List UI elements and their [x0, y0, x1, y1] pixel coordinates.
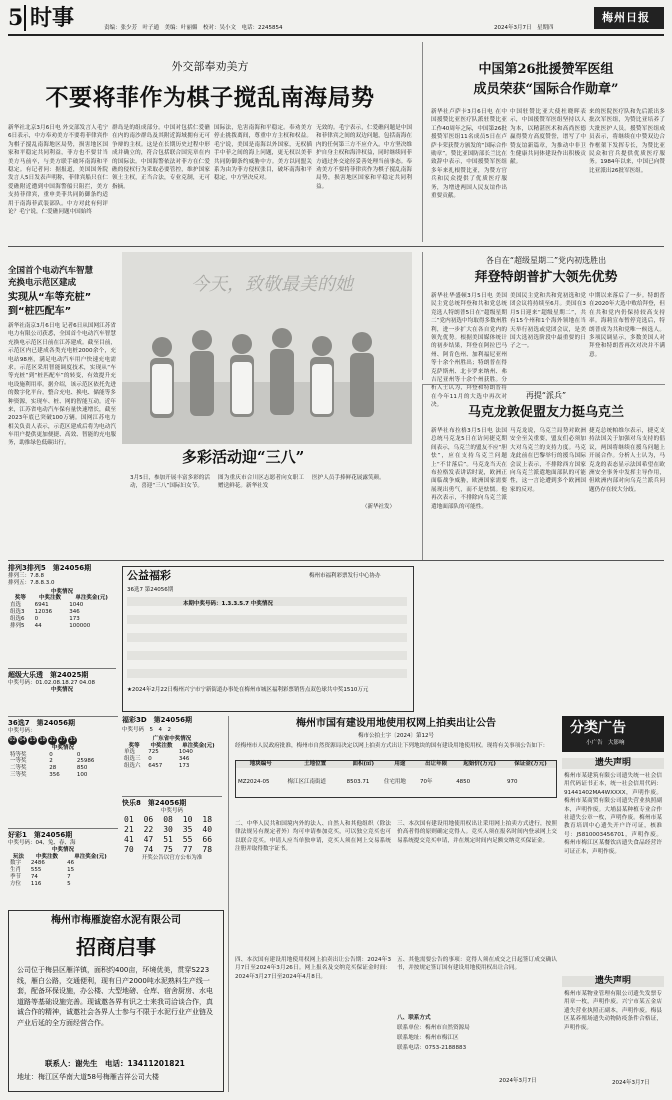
article-south-china-sea	[8, 42, 412, 240]
table-cell: 1040	[69, 602, 84, 609]
article-headline-line2: 充换电示范区建成	[8, 278, 77, 288]
article-body-col1: 新华社卢萨卡3月6日电 在中国援赞比亚医疗队派驻赞比亚工作40周年之际，中国第26批援赞军医组11名成员5日在卢萨卡荣获赞方颁发的“国际合作勋章”。赞比亚国防部长兰比在致辞中表示，中国援赞军医组多年来扎根赞比亚，为赞方官兵和民众提供了优质医疗服务，为增进两国人民友谊作出重要贡献。	[431, 109, 507, 199]
lottery-ball: 33	[69, 736, 76, 743]
lottery-pl3-numbers: 排列三：7.8.8	[8, 572, 44, 579]
cement-company-ad	[8, 910, 224, 1092]
lottery-ball: 22	[49, 736, 56, 743]
table-row	[122, 825, 220, 835]
table-row	[122, 845, 220, 855]
table-cell: 6457	[148, 763, 163, 770]
table-cell: 单选	[124, 749, 136, 756]
table-cell: 725	[148, 749, 159, 756]
table-cell: 40	[202, 824, 213, 834]
notice-intro: 经梅州市人民政府批准，梅州市自然资源局决定以网上拍卖方式出让下列地块的国有建设用地使用权。现将有关事项公告如下：	[235, 743, 549, 749]
lottery-table-title: 中奖情况	[50, 686, 73, 693]
table-cell: 346	[69, 609, 80, 616]
photo-banner-text: 今天，致敬最美的她	[191, 274, 353, 295]
article-headline-line1: 中国第26批援赞军医组	[478, 62, 614, 77]
ad-title: 招商启事	[76, 935, 156, 959]
lottery-title: 36选7 第24056期	[8, 719, 75, 727]
lottery-3d	[122, 716, 222, 792]
article-kicker: 外交部奉劝美方	[171, 60, 249, 73]
notice-subtitle: 梅州市福利彩票发行中心协办	[309, 573, 381, 579]
notice-footer: ★2024年2月22日梅州兴宁市宁新街道办事处在梅州市城区福利彩票销售点双色球共中奖1510万元	[127, 687, 369, 693]
photo-feature	[122, 252, 412, 550]
lottery-numbers: 中奖号码 5 4 2	[122, 726, 171, 733]
notice-contact-3: 联系电话：0753-2188883	[397, 1045, 467, 1051]
article-body-col2: 美国民主党和共和党初选和党团会议将持续至6月。美国在3月5日迎来“超级星期二”，共有15个州和1个海外领地在当天举行初选或党团会议，是美国大选初选阶段中最重要的日子之一。	[510, 293, 586, 350]
lottery-36	[8, 716, 118, 827]
table-row	[8, 616, 116, 623]
table-cell: 组选6	[10, 616, 25, 622]
lottery-dlt	[8, 668, 116, 713]
notice-body-1: 二、中华人民共和国境内外的法人、自然人和其他组织（除法律法规另有规定者外）均可申请参加竞买，可以独立竞买也可以联合竞买。申请人应当单独申请，竞买人须在网上交易系统注册并取得数字证书。	[235, 821, 391, 853]
table-cell: 直选	[10, 602, 22, 609]
table-cell: 二等奖	[10, 765, 27, 772]
lottery-numbers: 中奖号码：04、兔、春、海	[8, 839, 76, 846]
table-cell: 10	[182, 814, 193, 824]
table-cell: 35	[182, 824, 193, 834]
lottery-kl8	[122, 796, 222, 877]
table-cell: MZ2024-05	[238, 779, 270, 786]
table-cell: 6941	[34, 602, 49, 609]
header-rule	[8, 34, 664, 36]
table-cell: 组选3	[10, 609, 25, 616]
lottery-title: 福彩3D 第24056期	[122, 716, 193, 724]
classified-title: 分类广告	[570, 720, 626, 736]
lost-notice-body: 梅州市某建筑有限公司遗失统一社会信用代码证书正本，统一社会信用代码：91441402MA4WXXXX，声明作废。梅州市某商贸有限公司遗失营业执照副本，声明作废。大埔县某种植专业合作社遗失公章一枚，声明作废。梅州市某教育培训中心遗失开户许可证，核准号：J5810003456701，声明作废。梅州市梅江区某餐饮店遗失食品经营许可证正本，声明作废。	[564, 773, 662, 855]
table-cell: 30	[163, 824, 173, 834]
notice-banner: 本期中奖号码：1.3.3.5.7 中奖情况	[183, 601, 273, 607]
table-header: 单注奖金(元)	[74, 853, 107, 860]
table-cell: 0	[49, 751, 53, 758]
lottery-numbers-title: 中奖号码	[160, 807, 183, 814]
table-header: 奖等	[128, 742, 140, 749]
notice-results-table	[127, 597, 407, 679]
table-cell: 70	[124, 844, 134, 854]
table-cell: 特等奖	[10, 751, 27, 758]
table-cell: 5	[67, 881, 71, 887]
table-row	[8, 772, 116, 779]
land-auction-notice	[228, 716, 559, 1092]
table-cell: 08	[163, 814, 173, 824]
page-number: 5	[8, 5, 24, 31]
table-header: 中奖注数	[36, 853, 59, 860]
table-cell: 21	[124, 824, 134, 834]
table-cell: 41	[124, 834, 134, 844]
ad-contact: 联系人：谢先生 电话：13411201821	[45, 1059, 185, 1068]
table-cell: 0	[34, 616, 39, 622]
lottery-haoyi	[8, 828, 118, 905]
photo-caption-col3: 医护人员手捧鲜花展露笑颜。	[312, 475, 385, 481]
issue-date: 2024年3月7日 星期四	[494, 25, 554, 31]
article-headline-line2: 成员荣获“国际合作勋章”	[473, 82, 619, 97]
table-cell: 47	[143, 834, 154, 844]
article-headline-line1: 全国首个电动汽车智慧	[8, 266, 94, 276]
table-cell: 18	[202, 814, 213, 824]
table-cell: 356	[49, 772, 60, 779]
table-row	[8, 609, 116, 616]
article-body-col2: 中国驻赞比亚大使杜晓晖表示，中国援赞军医组坚持以人为本，以精湛医术和高尚医德赢得赞方高度赞誉，谱写了中赞友谊新篇章，为推动中非卫生健康共同体建设作出积极贡献。	[510, 109, 586, 166]
notice-contact-title: 八、联系方式	[397, 1015, 431, 1021]
article-ev-charging	[8, 252, 116, 552]
table-cell: 28	[49, 765, 57, 772]
article-headline-line4: 到“桩匹配车”	[8, 306, 72, 317]
lost-notice-title: 遗失声明	[562, 758, 664, 769]
section-rule	[8, 246, 664, 247]
table-header: 中奖注数	[38, 595, 61, 602]
table-header: 单注奖金(元)	[182, 742, 215, 749]
lottery-province: 广东省中奖情况	[152, 735, 192, 742]
article-body-col1: 新华社北京3月6日电 外交部发言人毛宁6日表示，中方奉劝美方不要将菲律宾作为棋子搅乱南海地区局势，损害地区国家和平稳定共同利益，菲方也不要甘当美方马前卒，与美方联手破坏南海和平稳定。有记者问：据报道，美国国务院发言人5日发表声明称，菲律宾船只在仁爱礁附近遭到中国海警船只阻拦，美方支持菲律宾，重申美菲共同防御条约适用于南海菲武装部队。中方对此有何评论？毛宁说，仁爱礁问题中国始终	[8, 125, 108, 215]
lottery-pl3	[8, 564, 116, 664]
lottery-title: 好彩1 第24056期	[8, 831, 73, 839]
table-cell: 06	[143, 814, 154, 824]
lottery-title: 快乐8 第24056期	[122, 799, 187, 807]
article-kicker: 再提“派兵”	[525, 391, 567, 400]
lottery-prize-table	[8, 595, 116, 629]
article-medical-team	[422, 42, 665, 242]
lottery-title: 排列3排列5 第24056期	[8, 564, 92, 572]
editor-credits: 责编：张少芳 叶子通 美编：叶丽媚 校对：吴小文 电话：2245854	[104, 25, 283, 31]
table-cell: 01	[124, 814, 134, 824]
table-row	[8, 874, 116, 881]
article-body: 新华社南京3月6日电 记者6日从国网江苏省电力有限公司获悉，全国首个电动汽车智慧充换电示范区日前在江苏建成。截至目前，示范区内已建成各类充电桩2000余个，充电站98座，满足电动汽车用户快速充电需求。示范区采用智能调度技术，实现从“车等充桩”到“桩匹配车”的转变，有效提升充电设施利用率。据介绍，该示范区依托先进的数字化平台，整合充电、换电、储能等多种资源，实现车、桩、网的智能互动。近年来，江苏省电动汽车保有量快速增长，截至2023年底已突破100万辆。国网江苏电力相关负责人表示，示范区建成后将为电动汽车用户提供更加便捷、高效、智能的充电服务，助推绿色低碳出行。	[8, 323, 116, 447]
photo-caption-col2: 图为重庆市合川区志愿者向女职工赠送鲜花。新华社发	[218, 475, 304, 490]
classified-subtitle: 小广告 大影响	[586, 740, 625, 746]
article-body-col3: 国际法，危害南海和平稳定。奉劝美方停止挑拨离间，尊重中方主权和权益。毛宁说，美国是南海以外国家，无权插手中菲之间的海上问题，更无权以美菲共同防御条约威胁中方。美方以同盟关系为由为菲方侵权张目，破坏南海和平稳定，中方坚决反对。	[214, 125, 312, 182]
classified-ads	[562, 716, 664, 1092]
lottery-note: 开奖公告以官方公布为准	[141, 854, 203, 861]
table-row	[122, 835, 220, 845]
notice-number: 梅市公拍土字〔2024〕第12号	[358, 733, 434, 739]
table-row	[236, 768, 557, 798]
lottery-pl5-numbers: 排列五：7.8.8.3.0	[8, 579, 55, 586]
photo-credit: （新华社发）	[362, 504, 396, 510]
table-cell: 100	[76, 772, 88, 779]
classified-header	[562, 716, 664, 752]
table-header: 出让年限	[425, 761, 448, 767]
event-photo	[122, 252, 412, 444]
welfare-lottery-notice	[122, 566, 414, 712]
table-cell: 78	[202, 844, 213, 854]
article-body-col2: 马克龙说，乌克兰局势对欧洲安全至关重要，盟友们必须加大对乌克兰的支持力度。马克龙此前在巴黎举行的援乌国际会议上表示，不排除西方国家向乌克兰派遣地面部队的可能性，这一言论遭到多个欧洲国家的反对。	[510, 428, 586, 493]
table-cell: 梅江区江南街道	[287, 779, 327, 786]
table-cell: 100000	[69, 622, 91, 629]
notice-body-4: 五、其他需要公告的事项：竞得人须在成交之日起签订成交确认书，并按规定签订国有建设用地使用权出让合同。	[397, 957, 557, 972]
table-cell: 66	[202, 834, 213, 844]
table-cell: 方位	[10, 881, 22, 887]
lottery-balls	[8, 736, 118, 745]
lottery-number-grid	[122, 815, 220, 855]
notice-contact-1: 联系单位：梅州市自然资源局	[397, 1025, 470, 1031]
article-headline: 不要将菲作为棋子搅乱南海局势	[45, 84, 375, 111]
lottery-prize-table	[8, 854, 116, 888]
table-cell: 15	[67, 867, 75, 874]
ad-company-name: 梅州市梅雁旋窑水泥有限公司	[51, 915, 181, 926]
ad-address: 地址：梅江区华南大道58号梅雁吉祥公司大楼	[17, 1073, 159, 1081]
table-cell: 55	[182, 834, 193, 844]
classified-date: 2024年3月7日	[612, 1080, 650, 1086]
ad-body: 公司位于梅县区雁洋镇，面积约400亩，环境优美，贯穿S223线，雁白公路，交通便利，现有日产2000吨水泥熟料生产线一套，配备环保设施，办公楼、大型地磅、仓库、宿舍厨房、水电道路等基础设施完善。现诚邀各界有识之士来我司洽谈合作，真诚合作的精神，诚邀社会各界人士参与不限于水泥行业产业链及产业后延的全方面经营合作。	[17, 966, 213, 1027]
lottery-ball: 27	[59, 736, 66, 743]
table-cell: 排列5	[10, 622, 25, 629]
table-cell: 8503.71	[346, 779, 370, 786]
table-cell: 555	[30, 867, 42, 874]
lottery-numbers-label: 中奖号码：	[8, 727, 36, 734]
section-rule	[8, 560, 664, 561]
lottery-ball: 13	[29, 736, 36, 743]
table-cell: 数字	[10, 860, 22, 867]
article-macron	[422, 384, 665, 561]
table-cell: 173	[69, 616, 80, 622]
table-header: 单注奖金(元)	[75, 595, 108, 602]
table-cell: 116	[30, 881, 42, 887]
page-header	[8, 3, 664, 37]
table-row	[122, 815, 220, 825]
table-header: 地块编号	[249, 761, 272, 767]
table-cell: 850	[76, 765, 88, 772]
table-cell: 346	[178, 756, 190, 763]
table-row	[8, 623, 116, 630]
table-header: 保证金(万元)	[514, 761, 547, 767]
table-cell: 22	[143, 824, 154, 834]
article-body-col3: 中期以来落后了一步。特朗普在2020年大选中败给拜登，但在共和党内仍保持较高支持率。海莉宣布暂停竞选后，特朗普成为共和党唯一候选人。多项民调显示，多数美国人对拜登和特朗普再次对决并不满意。	[589, 293, 665, 358]
photo-caption-col1: 3月5日，参加开展丰富多彩的活动，喜迎“三八”国际妇女节。	[130, 475, 210, 490]
lottery-ball: 02	[9, 736, 16, 743]
lottery-ball: 18	[39, 736, 46, 743]
lottery-table-title: 中奖情况	[51, 744, 74, 751]
table-row	[8, 881, 116, 888]
notice-body-2: 三、本次国有建设用地使用权出让采用网上拍卖方式进行，按照价高者得的原则确定竞得人。竞买人须在报名时间内登录网上交易系统提交竞买申请，并在规定时间内足额交纳竞买保证金。	[397, 821, 557, 844]
masthead-logo-text: 梅州日报	[602, 11, 650, 24]
table-cell: 组选六	[124, 763, 141, 770]
table-cell: 生肖	[10, 867, 22, 874]
article-headline: 拜登特朗普扩大领先优势	[474, 270, 618, 285]
lost-notice-body: 梅州市某物业管理有限公司遗失发票专用章一枚，声明作废。兴宁市某五金店遗失营业执照正副本，声明作废。梅县区某养殖场遗失动物防疫条件合格证，声明作废。	[564, 991, 662, 1031]
masthead-logo	[594, 7, 664, 29]
lottery-prize-table	[8, 752, 116, 780]
lost-notice-title: 遗失声明	[562, 976, 664, 987]
table-row	[8, 867, 116, 874]
table-cell: 2486	[30, 860, 45, 867]
table-cell: 4850	[456, 779, 471, 786]
table-cell: 970	[506, 779, 518, 786]
notice-title: 公益福彩	[127, 569, 171, 582]
notice-head: 36选7 第24056期	[127, 587, 174, 593]
table-cell: 173	[178, 763, 190, 770]
table-cell: 75	[163, 844, 173, 854]
photo-caption-title: 多彩活动迎“三八”	[182, 448, 305, 466]
article-body-col3: 来的医院医疗队和先后派出多批次军医组，为赞比亚培养了大批医护人员。援赞军医组成员表示，将继续在中赞双边合作框架下发挥专长，为赞比亚民众和官兵提供优质医疗服务。1984年以来，中国已向赞比亚派出26批军医组。	[589, 109, 665, 174]
article-body-col4: 无效的。毛宁表示，仁爱礁问题是中国和菲律宾之间的双边问题，包括南海在内的任何第三方不应介入。中方坚决维护自身主权和海洋权益，同时继续同菲方通过外交途径妥善处理当前事态。奉劝美方不要将菲律宾作为棋子搅乱南海局势，损害地区国家和平稳定共同利益。	[316, 125, 412, 190]
section-title: 时事	[30, 5, 75, 31]
lottery-table-title: 中奖情况	[50, 588, 73, 595]
table-cell: 组选三	[124, 756, 141, 763]
table-row	[8, 860, 116, 867]
table-cell: 77	[182, 844, 193, 854]
notice-contact-2: 联系地址：梅州市梅江区	[397, 1035, 459, 1041]
table-cell: 70年	[420, 779, 433, 786]
table-cell: 0	[148, 756, 152, 763]
table-header: 用途	[394, 761, 406, 767]
land-parcel-table	[235, 760, 557, 798]
article-headline: 马克龙敦促盟友力挺乌克兰	[467, 405, 624, 420]
table-cell: 51	[163, 834, 173, 844]
lottery-numbers: 中奖号码：01.02.08.18.27 04.08	[8, 679, 95, 686]
table-cell: 12036	[34, 609, 53, 616]
table-cell: 25986	[76, 758, 95, 765]
table-cell: 46	[67, 860, 75, 867]
table-cell: 季节	[10, 874, 22, 881]
lottery-title: 超级大乐透 第24025期	[8, 671, 89, 679]
article-body-col1: 新华社布拉格3月5日电 法国总统马克龙5日在访问捷克期间表示，乌克兰的盟友不应“胆怯”，应在支持乌克兰问题上“不甘落后”。马克龙当天在布拉格发表讲话时说，欧洲正面临战争威胁，欧洲国家需要展现出勇气，而不是怯懦。他再次表示，不排除向乌克兰派遣地面部队的可能性。	[431, 428, 507, 510]
table-header: 土地位置	[304, 761, 327, 767]
table-cell: 2	[49, 758, 53, 765]
notice-body-3: 四、本次国有建设用地使用权网上拍卖出让公告期：2024年3月7日至2024年3月26日。网上报名及交纳竞买保证金时间：2024年3月27日至2024年4月8日。	[235, 957, 391, 980]
lottery-prize-table	[122, 743, 220, 771]
table-cell: 住宅用地	[383, 779, 406, 786]
header-divider	[24, 5, 26, 31]
table-cell: 一等奖	[10, 758, 27, 765]
table-header: 中奖注数	[150, 742, 173, 749]
article-headline-line3: 实现从“车等充桩”	[8, 292, 92, 303]
table-header: 面积(㎡)	[352, 761, 375, 767]
table-header: 玩法	[12, 853, 24, 860]
table-header: 奖等	[14, 595, 26, 602]
table-cell: 74	[143, 844, 154, 854]
lottery-ball: 04	[19, 736, 26, 743]
table-cell: 三等奖	[10, 772, 27, 779]
article-body-col2: 群岛是的组成部分。中国对包括仁爱礁在内的南沙群岛及其附近海域拥有无可争辩的主权。这是在长期历史过程中形成并确立的，符合包括联合国宪章在内的国际法。中国海警依法对菲方在仁爱礁的侵权行为采取必要管控，维护国家领土主权，正当合法，专业克制，无可指摘。	[112, 125, 210, 190]
table-cell: 74	[30, 874, 38, 881]
notice-title: 梅州市国有建设用地使用权网上拍卖出让公告	[296, 718, 496, 729]
table-cell: 7	[67, 874, 71, 881]
table-row	[122, 763, 220, 770]
table-cell: 0	[76, 751, 81, 758]
table-cell: 44	[34, 622, 42, 629]
table-header: 起始价(万元)	[463, 761, 496, 767]
notice-date: 2024年3月7日	[499, 1078, 537, 1084]
article-kicker: 各自在“超级星期二”党内初选胜出	[485, 256, 607, 265]
lottery-table-title: 中奖情况	[51, 846, 74, 853]
table-cell: 1040	[178, 749, 193, 756]
article-body-col3: 捷克总统帕维尔表示，捷克支持法国关于加强对乌支持的倡议，两国将继续在援乌问题上开展合作。分析人士认为，马克龙的表态显示法国希望在欧洲安全事务中发挥主导作用，但欧洲内部对向乌克兰派兵问题仍存在较大分歧。	[589, 428, 665, 493]
article-body-col1: 新华社华盛顿3月5日电 美国民主党总统拜登和共和党总统竞选人特朗普5日在“超级星期二”党内初选中均取得多数州胜利，进一步扩大在各自党内的领先优势。根据美国媒体统计的初步结果，拜登在阿拉巴马州、阿肯色州、加利福尼亚州等十余个州胜出；特朗普在得克萨斯州、北卡罗来纳州、弗吉尼亚州等十余个州获胜。分析人士认为，拜登和特朗普将在今年11月的大选中再次对决。	[431, 293, 507, 409]
